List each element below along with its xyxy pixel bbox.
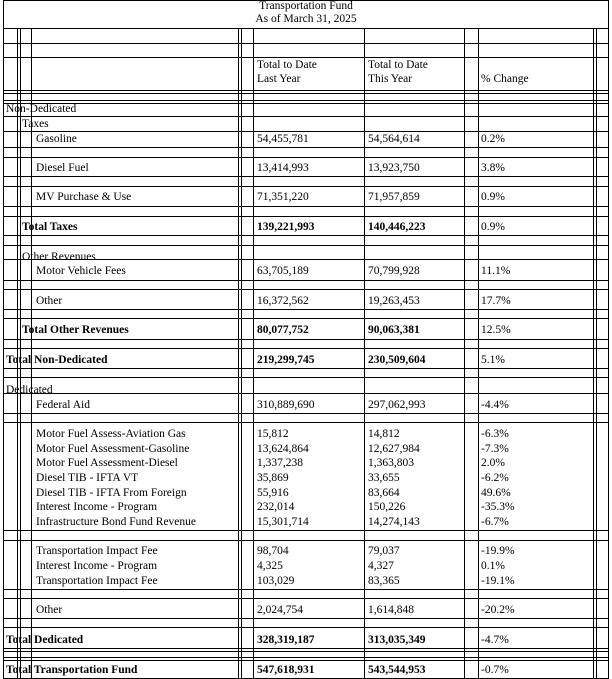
column-divider (364, 28, 365, 679)
last-year-value: 80,077,752 (257, 324, 309, 336)
this-year-value: 83,365 (368, 575, 400, 587)
last-year-value: 1,337,238 (257, 457, 303, 469)
row-label: Motor Fuel Assess-Aviation Gas (36, 428, 186, 440)
last-year-value: 328,319,187 (257, 634, 315, 646)
column-divider (593, 28, 597, 679)
percent-change-value: -4.7% (481, 634, 509, 646)
percent-change-value: -4.4% (481, 399, 509, 411)
row-label: Motor Vehicle Fees (36, 265, 126, 277)
percent-change-value: -19.9% (481, 545, 515, 557)
percent-change-value: 0.2% (481, 133, 505, 145)
percent-change-value: 12.5% (481, 324, 511, 336)
row-label: Other (36, 604, 63, 616)
percent-change-value: -20.2% (481, 604, 515, 616)
percent-change-value: 0.9% (481, 221, 505, 233)
row-divider (3, 318, 609, 319)
row-label: Gasoline (36, 133, 77, 145)
last-year-value: 63,705,189 (257, 265, 309, 277)
this-year-value: 1,363,803 (368, 457, 414, 469)
last-year-value: 15,301,714 (257, 516, 309, 528)
row-label: Diesel Fuel (36, 162, 89, 174)
percent-change-value: 17.7% (481, 295, 511, 307)
row-divider (3, 422, 609, 423)
row-label: MV Purchase & Use (36, 191, 132, 203)
last-year-value: 13,624,864 (257, 443, 309, 455)
this-year-value: 12,627,984 (368, 443, 420, 455)
row-label: Motor Fuel Assessment-Diesel (36, 457, 178, 469)
row-divider (3, 186, 609, 187)
percent-change-value: -7.3% (481, 443, 509, 455)
this-year-value: 1,614,848 (368, 604, 414, 616)
row-divider (3, 540, 609, 541)
percent-change-value: 11.1% (481, 265, 511, 277)
last-year-value: 547,618,931 (257, 664, 315, 676)
last-year-value: 55,916 (257, 487, 289, 499)
row-divider (3, 339, 609, 340)
percent-change-value: 2.0% (481, 457, 505, 469)
row-label: Other (36, 295, 63, 307)
row-label: Infrastructure Bond Fund Revenue (36, 516, 197, 528)
row-divider (3, 618, 609, 619)
row-label: Federal Aid (36, 399, 90, 411)
col-last-year-header-1: Total to Date (257, 59, 317, 71)
row-divider (3, 289, 609, 290)
row-divider (3, 206, 609, 207)
row-divider (3, 598, 609, 599)
last-year-value: 15,812 (257, 428, 289, 440)
last-year-value: 13,414,993 (257, 162, 309, 174)
row-divider (3, 648, 609, 652)
row-label: Diesel TIB - IFTA From Foreign (36, 487, 187, 499)
percent-change-value: 0.9% (481, 191, 505, 203)
last-year-value: 71,351,220 (257, 191, 309, 203)
percent-change-value: -0.7% (481, 664, 509, 676)
row-divider (3, 657, 609, 661)
report-subtitle: As of March 31, 2025 (255, 13, 357, 25)
this-year-value: 19,263,453 (368, 295, 420, 307)
row-divider (3, 116, 609, 117)
col-last-year-header-2: Last Year (257, 73, 301, 85)
last-year-value: 98,704 (257, 545, 289, 557)
row-label: Interest Income - Program (36, 560, 158, 572)
row-divider (3, 100, 609, 104)
percent-change-value: -6.3% (481, 428, 509, 440)
row-label: Total Taxes (22, 221, 78, 233)
column-divider (253, 28, 254, 679)
this-year-value: 13,923,750 (368, 162, 420, 174)
column-divider (238, 28, 242, 679)
percent-change-value: 3.8% (481, 162, 505, 174)
col-this-year-header-2: This Year (368, 73, 413, 85)
report-title: Transportation Fund (259, 0, 353, 12)
row-divider (3, 245, 609, 246)
this-year-value: 297,062,993 (368, 399, 426, 411)
this-year-value: 4,327 (368, 560, 394, 572)
this-year-value: 33,655 (368, 472, 400, 484)
this-year-value: 83,664 (368, 487, 400, 499)
this-year-value: 71,957,859 (368, 191, 420, 203)
row-divider (3, 235, 609, 236)
row-divider (3, 57, 609, 58)
section-label: Dedicated (6, 384, 53, 396)
last-year-value: 310,889,690 (257, 399, 315, 411)
row-divider (3, 377, 609, 378)
row-label: Diesel TIB - IFTA VT (36, 472, 139, 484)
last-year-value: 4,325 (257, 560, 283, 572)
row-divider (3, 530, 609, 531)
percent-change-value: 49.6% (481, 487, 511, 499)
this-year-value: 313,035,349 (368, 634, 426, 646)
last-year-value: 219,299,745 (257, 354, 315, 366)
percent-change-value: 0.1% (481, 560, 505, 572)
this-year-value: 230,509,604 (368, 354, 426, 366)
row-divider (3, 157, 609, 158)
this-year-value: 543,544,953 (368, 664, 426, 676)
this-year-value: 150,226 (368, 501, 406, 513)
this-year-value: 90,063,381 (368, 324, 420, 336)
row-label: Total Non-Dedicated (6, 354, 108, 366)
section-label: Taxes (22, 118, 49, 130)
percent-change-value: -6.7% (481, 516, 509, 528)
this-year-value: 140,446,223 (368, 221, 426, 233)
column-divider (478, 28, 479, 679)
percent-change-value: -35.3% (481, 501, 515, 513)
row-divider (3, 589, 609, 590)
row-divider (3, 368, 609, 369)
percent-change-value: -6.2% (481, 472, 509, 484)
row-label: Total Dedicated (6, 634, 84, 646)
row-divider (3, 393, 609, 394)
row-divider (3, 90, 609, 94)
left-border (3, 0, 4, 679)
last-year-value: 2,024,754 (257, 604, 303, 616)
row-divider (3, 348, 609, 349)
last-year-value: 139,221,993 (257, 221, 315, 233)
transportation-fund-sheet (3, 0, 609, 679)
last-year-value: 103,029 (257, 575, 295, 587)
row-divider (3, 413, 609, 414)
percent-change-value: 5.1% (481, 354, 505, 366)
row-divider (3, 131, 609, 132)
last-year-value: 35,869 (257, 472, 289, 484)
top-border (3, 0, 609, 1)
this-year-value: 14,274,143 (368, 516, 420, 528)
section-label: Non-Dedicated (6, 103, 77, 115)
last-year-value: 54,455,781 (257, 133, 309, 145)
section-label: Other Revenues (22, 251, 96, 263)
row-label: Motor Fuel Assessment-Gasoline (36, 443, 190, 455)
row-label: Total Other Revenues (22, 324, 129, 336)
right-border (608, 0, 609, 679)
row-label: Transportation Impact Fee (36, 575, 158, 587)
row-divider (3, 28, 609, 29)
percent-change-value: -19.1% (481, 575, 515, 587)
col-this-year-header-1: Total to Date (368, 59, 428, 71)
this-year-value: 70,799,928 (368, 265, 420, 277)
column-divider (464, 28, 465, 679)
row-divider (3, 176, 609, 177)
row-divider (3, 280, 609, 281)
row-label: Total Transportation Fund (6, 664, 138, 676)
row-divider (3, 147, 609, 148)
last-year-value: 232,014 (257, 501, 295, 513)
row-label: Transportation Impact Fee (36, 545, 158, 557)
this-year-value: 54,564,614 (368, 133, 420, 145)
col-change-header: % Change (481, 73, 529, 85)
row-divider (3, 216, 609, 217)
row-divider (3, 627, 609, 628)
row-label: Interest Income - Program (36, 501, 158, 513)
this-year-value: 14,812 (368, 428, 400, 440)
this-year-value: 79,037 (368, 545, 400, 557)
last-year-value: 16,372,562 (257, 295, 309, 307)
row-divider (3, 309, 609, 310)
row-divider (3, 43, 609, 44)
